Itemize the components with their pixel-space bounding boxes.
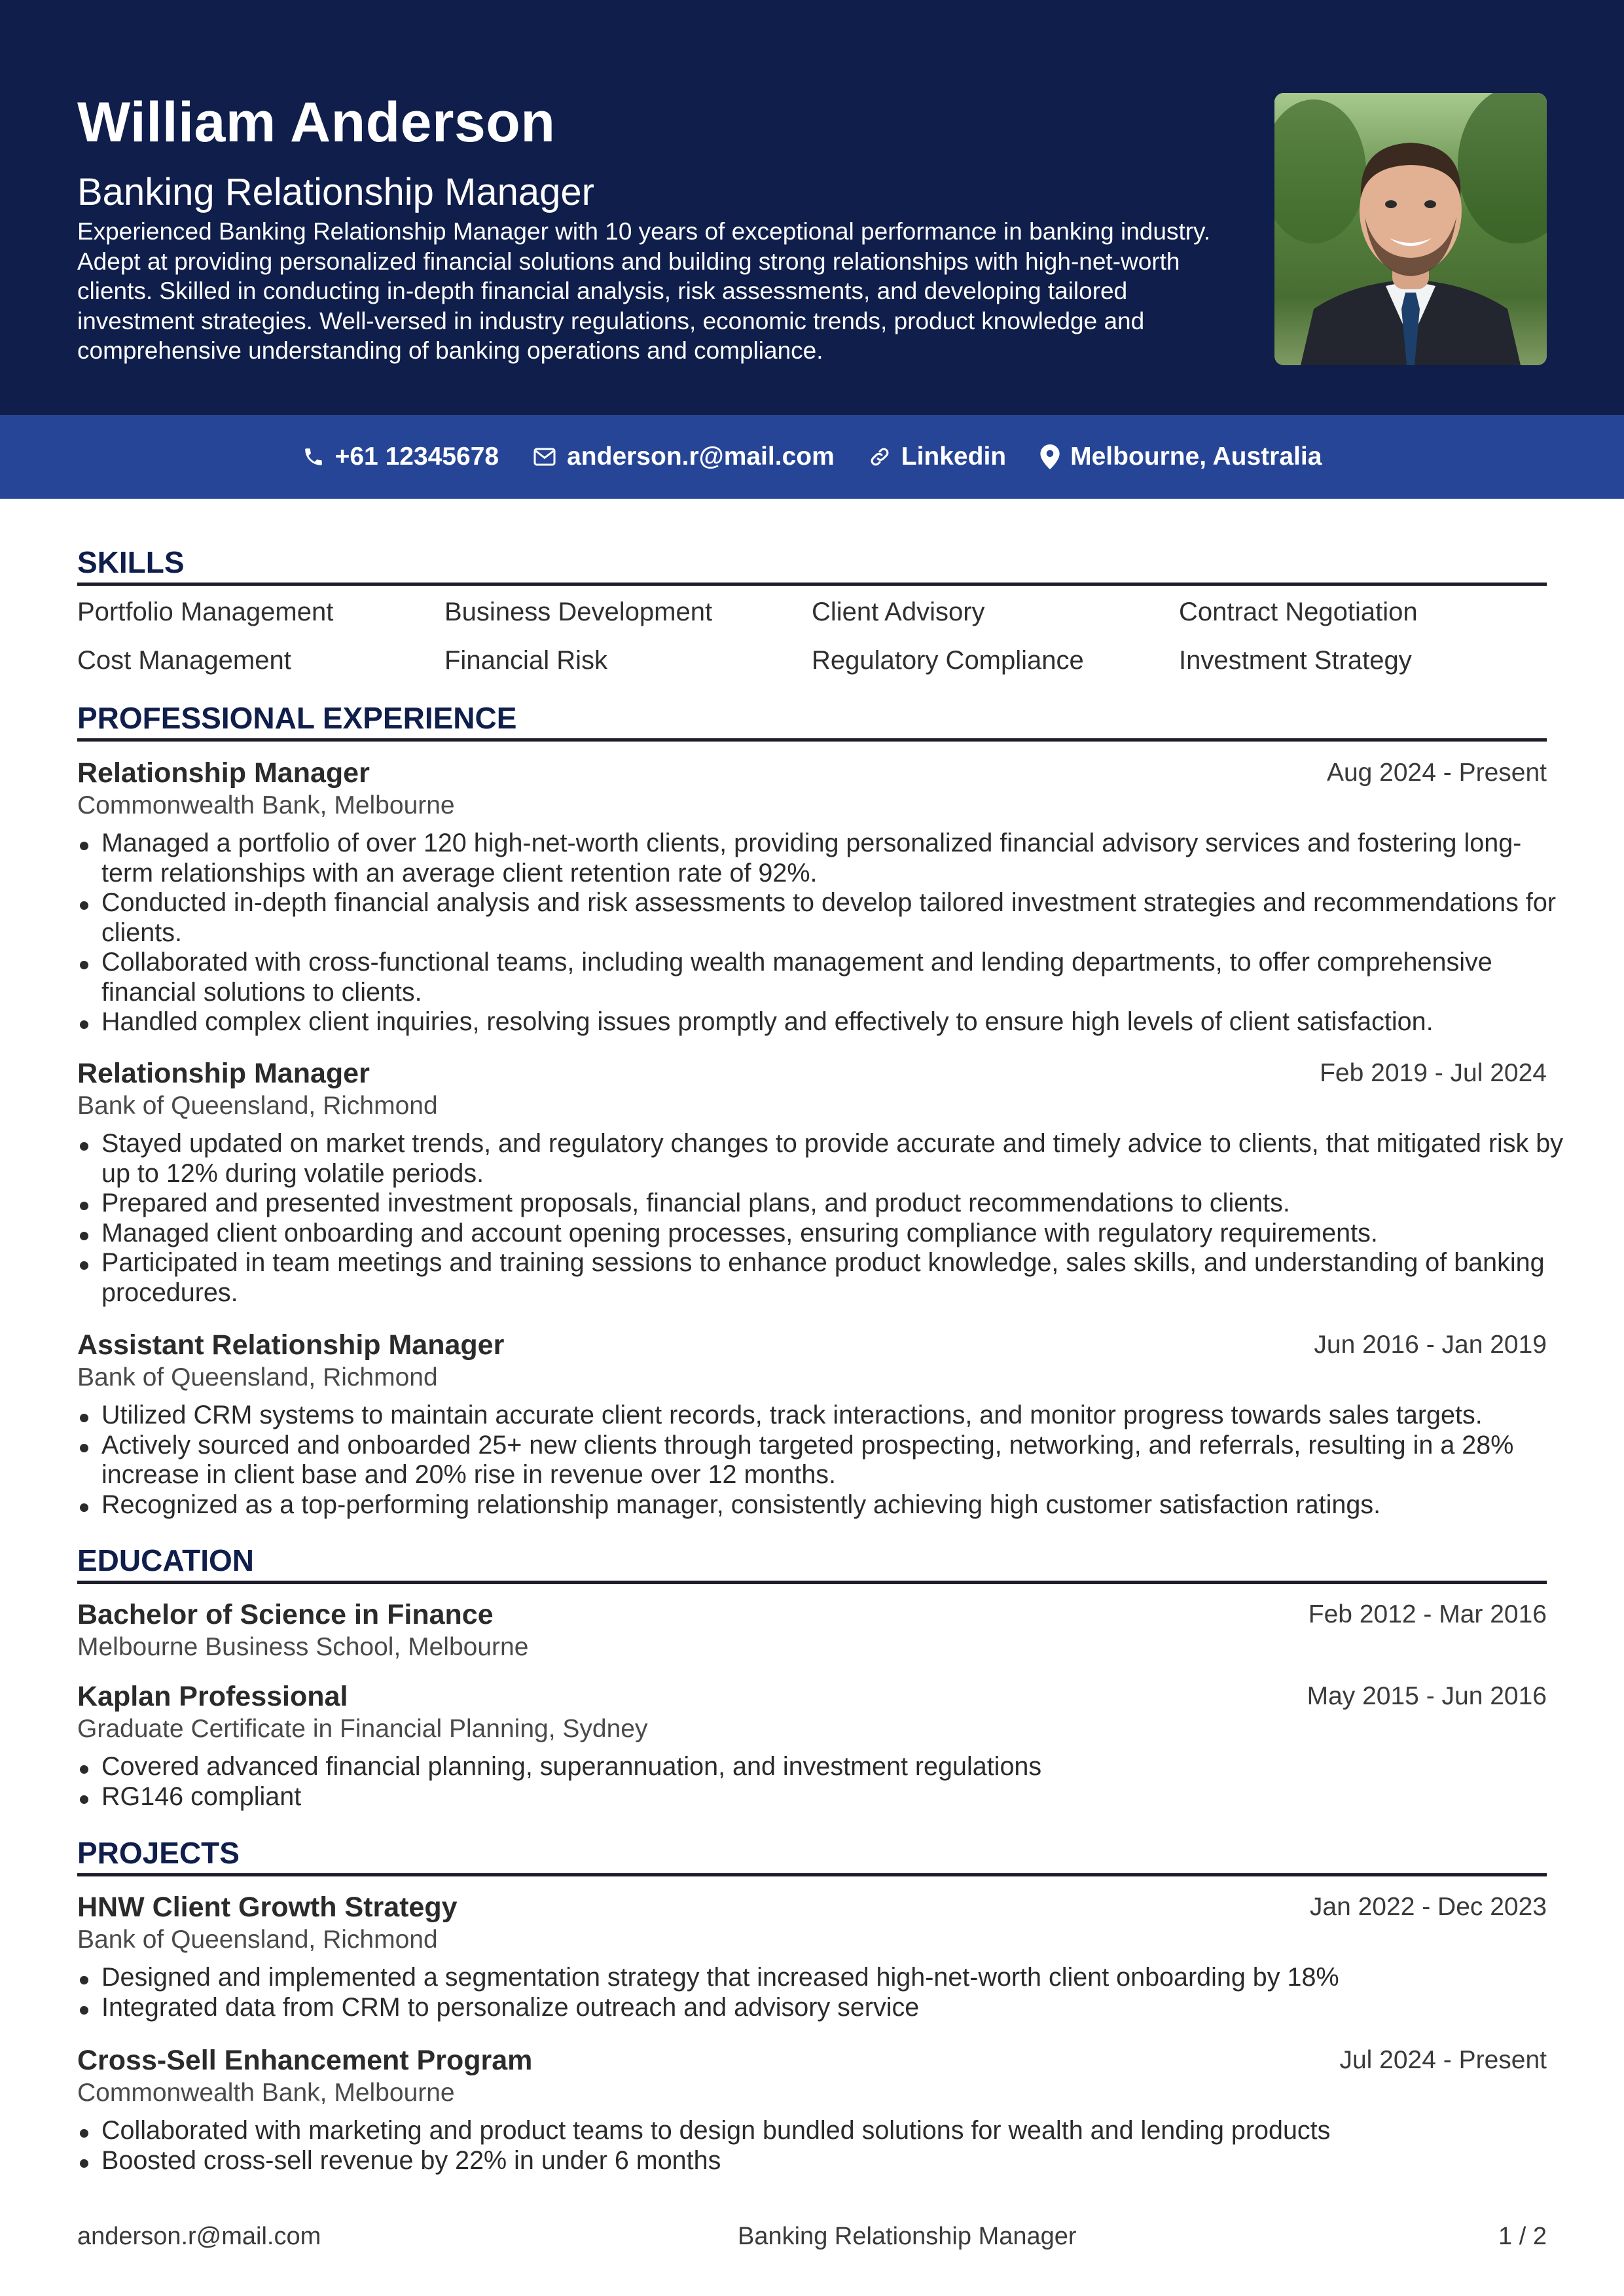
skill-item: Regulatory Compliance bbox=[812, 646, 1084, 675]
project-bullets bbox=[77, 1963, 1566, 2022]
bullet-item: Covered advanced financial planning, superannuation, and investment regulations bbox=[77, 1752, 1566, 1782]
job-dates: Feb 2019 - Jul 2024 bbox=[1320, 1059, 1547, 1087]
bullet-item: Recognized as a top-performing relationship manager, consistently achieving high customer satisfaction ratings. bbox=[77, 1490, 1566, 1520]
project-org: Bank of Queensland, Richmond bbox=[77, 1926, 438, 1954]
candidate-name: William Anderson bbox=[77, 91, 556, 154]
map-pin-icon bbox=[1040, 444, 1060, 469]
skill-item: Client Advisory bbox=[812, 598, 985, 626]
page-footer bbox=[77, 2223, 1547, 2255]
bullet-item: Conducted in-depth financial analysis and risk assessments to develop tailored investment strategies and recommendations for clients. bbox=[77, 888, 1566, 948]
bullet-item: Integrated data from CRM to personalize outreach and advisory service bbox=[77, 1993, 1566, 2023]
bullet-item: Prepared and presented investment proposals, financial plans, and product recommendations to clients. bbox=[77, 1189, 1566, 1219]
contact-linkedin[interactable] bbox=[869, 442, 1006, 471]
experience-entry bbox=[77, 1058, 1566, 1308]
school-name: Melbourne Business School, Melbourne bbox=[77, 1633, 529, 1661]
bullet-item: Managed a portfolio of over 120 high-net-worth clients, providing personalized financial advisory services and fostering long-term relationships with an average client retention rate of 92%. bbox=[77, 829, 1566, 888]
skill-item: Financial Risk bbox=[444, 646, 607, 675]
skills-list bbox=[77, 598, 1547, 681]
link-icon bbox=[869, 446, 891, 468]
contact-location bbox=[1040, 442, 1322, 471]
degree-title: Bachelor of Science in Finance bbox=[77, 1599, 494, 1630]
envelope-icon bbox=[533, 447, 556, 467]
skill-item: Cost Management bbox=[77, 646, 291, 675]
project-entry bbox=[77, 2045, 1566, 2176]
bullet-item: Designed and implemented a segmentation strategy that increased high-net-worth client onboarding by 18% bbox=[77, 1963, 1566, 1993]
education-entry bbox=[77, 1599, 1566, 1666]
email-address: anderson.r@mail.com bbox=[567, 442, 835, 471]
job-dates: Jun 2016 - Jan 2019 bbox=[1314, 1331, 1547, 1359]
experience-heading: PROFESSIONAL EXPERIENCE bbox=[77, 700, 1547, 742]
professional-summary: Experienced Banking Relationship Manager with 10 years of exceptional performance in banking industry. Adept at providing personalized financial solutions and building strong relationships with high-net-worth clients. Skilled in conducting in-depth financial analysis, risk assessments, and developing tailored investment strategies. Well-versed in industry regulations, economic trends, product knowledge and comprehensive understanding of banking operations and compliance. bbox=[77, 218, 1211, 365]
contact-email[interactable] bbox=[533, 442, 835, 471]
job-title: Assistant Relationship Manager bbox=[77, 1329, 505, 1361]
skill-item: Portfolio Management bbox=[77, 598, 334, 626]
school-name: Graduate Certificate in Financial Planning, Sydney bbox=[77, 1715, 648, 1743]
experience-entry bbox=[77, 1329, 1566, 1520]
profile-photo bbox=[1274, 93, 1547, 365]
bullet-item: Collaborated with cross-functional teams, including wealth management and lending departments, to offer comprehensive financial solutions to clients. bbox=[77, 948, 1566, 1007]
job-bullets bbox=[77, 1401, 1566, 1520]
bullet-item: Handled complex client inquiries, resolving issues promptly and effectively to ensure high levels of client satisfaction. bbox=[77, 1007, 1566, 1037]
page-number: 1 / 2 bbox=[1498, 2223, 1547, 2250]
experience-entry bbox=[77, 757, 1566, 1037]
footer-email: anderson.r@mail.com bbox=[77, 2223, 321, 2250]
contact-bar bbox=[0, 415, 1624, 499]
location-text: Melbourne, Australia bbox=[1070, 442, 1322, 471]
education-dates: May 2015 - Jun 2016 bbox=[1307, 1682, 1547, 1710]
job-company: Bank of Queensland, Richmond bbox=[77, 1092, 438, 1120]
project-title: HNW Client Growth Strategy bbox=[77, 1892, 458, 1923]
bullet-item: RG146 compliant bbox=[77, 1782, 1566, 1812]
linkedin-link: Linkedin bbox=[901, 442, 1007, 471]
job-title: Relationship Manager bbox=[77, 1058, 370, 1089]
education-dates: Feb 2012 - Mar 2016 bbox=[1308, 1600, 1547, 1628]
phone-number: +61 12345678 bbox=[334, 442, 499, 471]
bullet-item: Actively sourced and onboarded 25+ new clients through targeted prospecting, networking, and referrals, resulting in a 28% increase in client base and 20% rise in revenue over 12 months. bbox=[77, 1431, 1566, 1490]
bullet-item: Collaborated with marketing and product teams to design bundled solutions for wealth and lending products bbox=[77, 2116, 1566, 2146]
skill-item: Contract Negotiation bbox=[1179, 598, 1418, 626]
phone-icon bbox=[302, 446, 325, 468]
candidate-title: Banking Relationship Manager bbox=[77, 171, 594, 213]
education-entry bbox=[77, 1681, 1566, 1812]
degree-title: Kaplan Professional bbox=[77, 1681, 348, 1712]
job-dates: Aug 2024 - Present bbox=[1326, 759, 1547, 787]
job-bullets bbox=[77, 829, 1566, 1037]
project-entry bbox=[77, 1892, 1566, 2022]
portrait-image bbox=[1274, 93, 1547, 365]
education-bullets bbox=[77, 1752, 1566, 1812]
project-org: Commonwealth Bank, Melbourne bbox=[77, 2079, 455, 2107]
project-dates: Jan 2022 - Dec 2023 bbox=[1309, 1893, 1547, 1921]
bullet-item: Utilized CRM systems to maintain accurate client records, track interactions, and monitor progress towards sales targets. bbox=[77, 1401, 1566, 1431]
skill-item: Investment Strategy bbox=[1179, 646, 1412, 675]
job-bullets bbox=[77, 1129, 1566, 1308]
bullet-item: Boosted cross-sell revenue by 22% in under 6 months bbox=[77, 2146, 1566, 2176]
contact-phone[interactable] bbox=[302, 442, 499, 471]
education-heading: EDUCATION bbox=[77, 1543, 1547, 1584]
project-bullets bbox=[77, 2116, 1566, 2176]
project-dates: Jul 2024 - Present bbox=[1339, 2046, 1547, 2074]
resume-header bbox=[0, 0, 1624, 415]
skill-item: Business Development bbox=[444, 598, 713, 626]
bullet-item: Stayed updated on market trends, and regulatory changes to provide accurate and timely advice to clients, that mitigated risk by up to 12% during volatile periods. bbox=[77, 1129, 1566, 1189]
job-title: Relationship Manager bbox=[77, 757, 370, 789]
bullet-item: Participated in team meetings and training sessions to enhance product knowledge, sales skills, and understanding of banking procedures. bbox=[77, 1248, 1566, 1308]
skills-heading: SKILLS bbox=[77, 545, 1547, 586]
bullet-item: Managed client onboarding and account opening processes, ensuring compliance with regulatory requirements. bbox=[77, 1219, 1566, 1249]
projects-heading: PROJECTS bbox=[77, 1835, 1547, 1876]
footer-title: Banking Relationship Manager bbox=[738, 2223, 1077, 2250]
job-company: Commonwealth Bank, Melbourne bbox=[77, 791, 455, 819]
job-company: Bank of Queensland, Richmond bbox=[77, 1363, 438, 1391]
project-title: Cross-Sell Enhancement Program bbox=[77, 2045, 533, 2076]
